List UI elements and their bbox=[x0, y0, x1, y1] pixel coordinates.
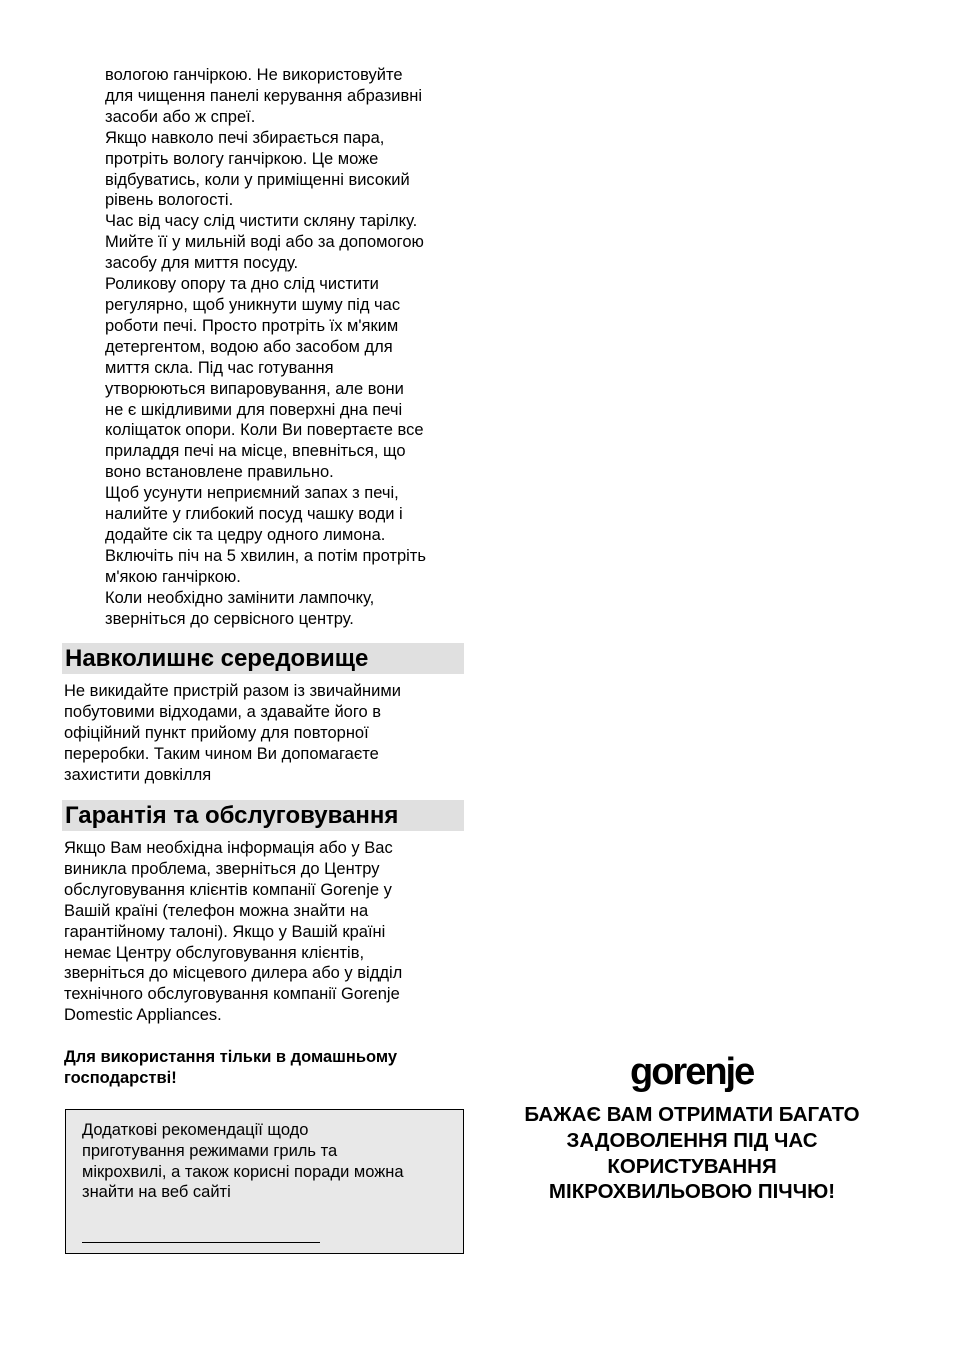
environment-text: Не викидайте пристрій разом із звичайними побутовими відходами, а здавайте його в офіційний пункт прийому для повторної переробки. Таким чином Ви допомагаєте захистити довкілля bbox=[64, 682, 401, 784]
care-instructions-text: вологою ганчіркою. Не використовуйте для чищення панелі керування абразивні засоби або ж спреї. Якщо навколо печі збирається пара, протріть вологу ганчіркою. Це може відбуватись, коли у приміщенні високий рівень вологості. Час від часу слід чистити скляну тарілку. Мийте її у мильній воді або за допомогою засобу для миття посуду. Роликову опору та дно слід чистити регулярно, щоб уникнути шуму під час роботи печі. Просто протріть їх м'яким детергентом, водою або засобом для миття скла. Під час готування утворюються випаровування, але вони не є шкідливими для поверхні дна печі коліщаток опори. Коли Ви повертаєте все приладдя печі на місце, впевніться, що воно встановлене правильно. Щоб усунути неприємний запах з печі, налийте у глибокий посуд чашку води і додайте сік та цедру одного лимона. Включіть піч на 5 хвилин, а потім протріть м'якою ганчіркою. Коли необхідно замінити лампочку, зверніться до сервісного центру. bbox=[105, 66, 426, 628]
gorenje-logo: gorenje bbox=[630, 1051, 754, 1093]
household-use-note: Для використання тільки в домашньому господарстві! bbox=[64, 1048, 398, 1087]
recommendations-box bbox=[65, 1109, 464, 1254]
brand-wish-text: БАЖАЄ ВАМ ОТРИМАТИ БАГАТО ЗАДОВОЛЕННЯ ПІД ЧАС КОРИСТУВАННЯ МІКРОХВИЛЬОВОЮ ПІЧЧЮ! bbox=[524, 1103, 860, 1204]
warranty-text: Якщо Вам необхідна інформація або у Вас виникла проблема, зверніться до Центру обслуговування клієнтів компанії Gorenje у Вашій країні (телефон можна знайти на гарантійному талоні). Якщо у Вашій країні немає Центру обслуговування клієнтів, зверніться до місцевого дилера або у відділ технічного обслуговування компанії Gorenje Domestic Appliances. bbox=[64, 839, 403, 1025]
environment-heading: Навколишнє середовище bbox=[62, 643, 464, 674]
warranty-heading: Гарантія та обслуговування bbox=[62, 800, 464, 831]
recommendations-text: Додаткові рекомендації щодо приготування режимами гриль та мікрохвилі, а також корисні поради можна знайти на веб сайті bbox=[82, 1121, 404, 1202]
website-blank-line bbox=[82, 1242, 320, 1243]
